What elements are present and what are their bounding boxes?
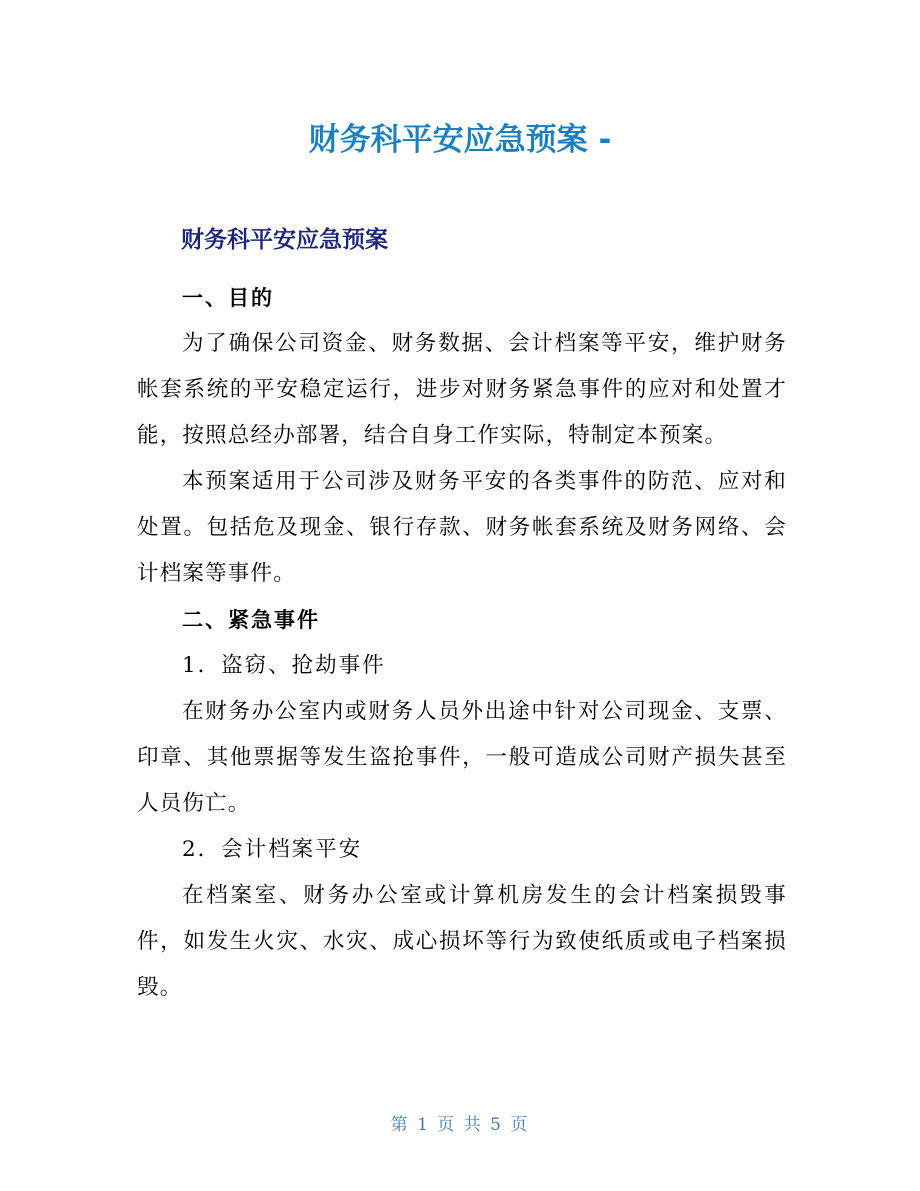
document-heading: 财务科平安应急预案 bbox=[181, 227, 388, 253]
paragraph-scope: 本预案适用于公司涉及财务平安的各类事件的防范、应对和处置。包括危及现金、银行存款、财务帐套系统及财务网络、会计档案等事件。 bbox=[137, 469, 787, 586]
document-body bbox=[137, 275, 787, 1011]
section-heading-purpose: 一、目的 bbox=[182, 286, 274, 310]
page-number-footer: 第 1 页 共 5 页 bbox=[390, 1115, 530, 1135]
subsection-heading-theft: 1．盗窃、抢劫事件 bbox=[182, 653, 386, 678]
section-heading-emergencies: 二、紧急事件 bbox=[182, 608, 320, 632]
subsection-heading-archives: 2．会计档案平安 bbox=[182, 837, 363, 862]
page-title: 财务科平安应急预案 - bbox=[308, 122, 612, 158]
paragraph-archives: 在档案室、财务办公室或计算机房发生的会计档案损毁事件，如发生火灾、水灾、成心损坏等行为致使纸质或电子档案损毁。 bbox=[137, 883, 787, 1000]
paragraph-theft: 在财务办公室内或财务人员外出途中针对公司现金、支票、印章、其他票据等发生盗抢事件，一般可造成公司财产损失甚至人员伤亡。 bbox=[137, 699, 787, 816]
paragraph-purpose: 为了确保公司资金、财务数据、会计档案等平安，维护财务帐套系统的平安稳定运行，进步对财务紧急事件的应对和处置才能，按照总经办部署，结合自身工作实际，特制定本预案。 bbox=[137, 331, 787, 448]
